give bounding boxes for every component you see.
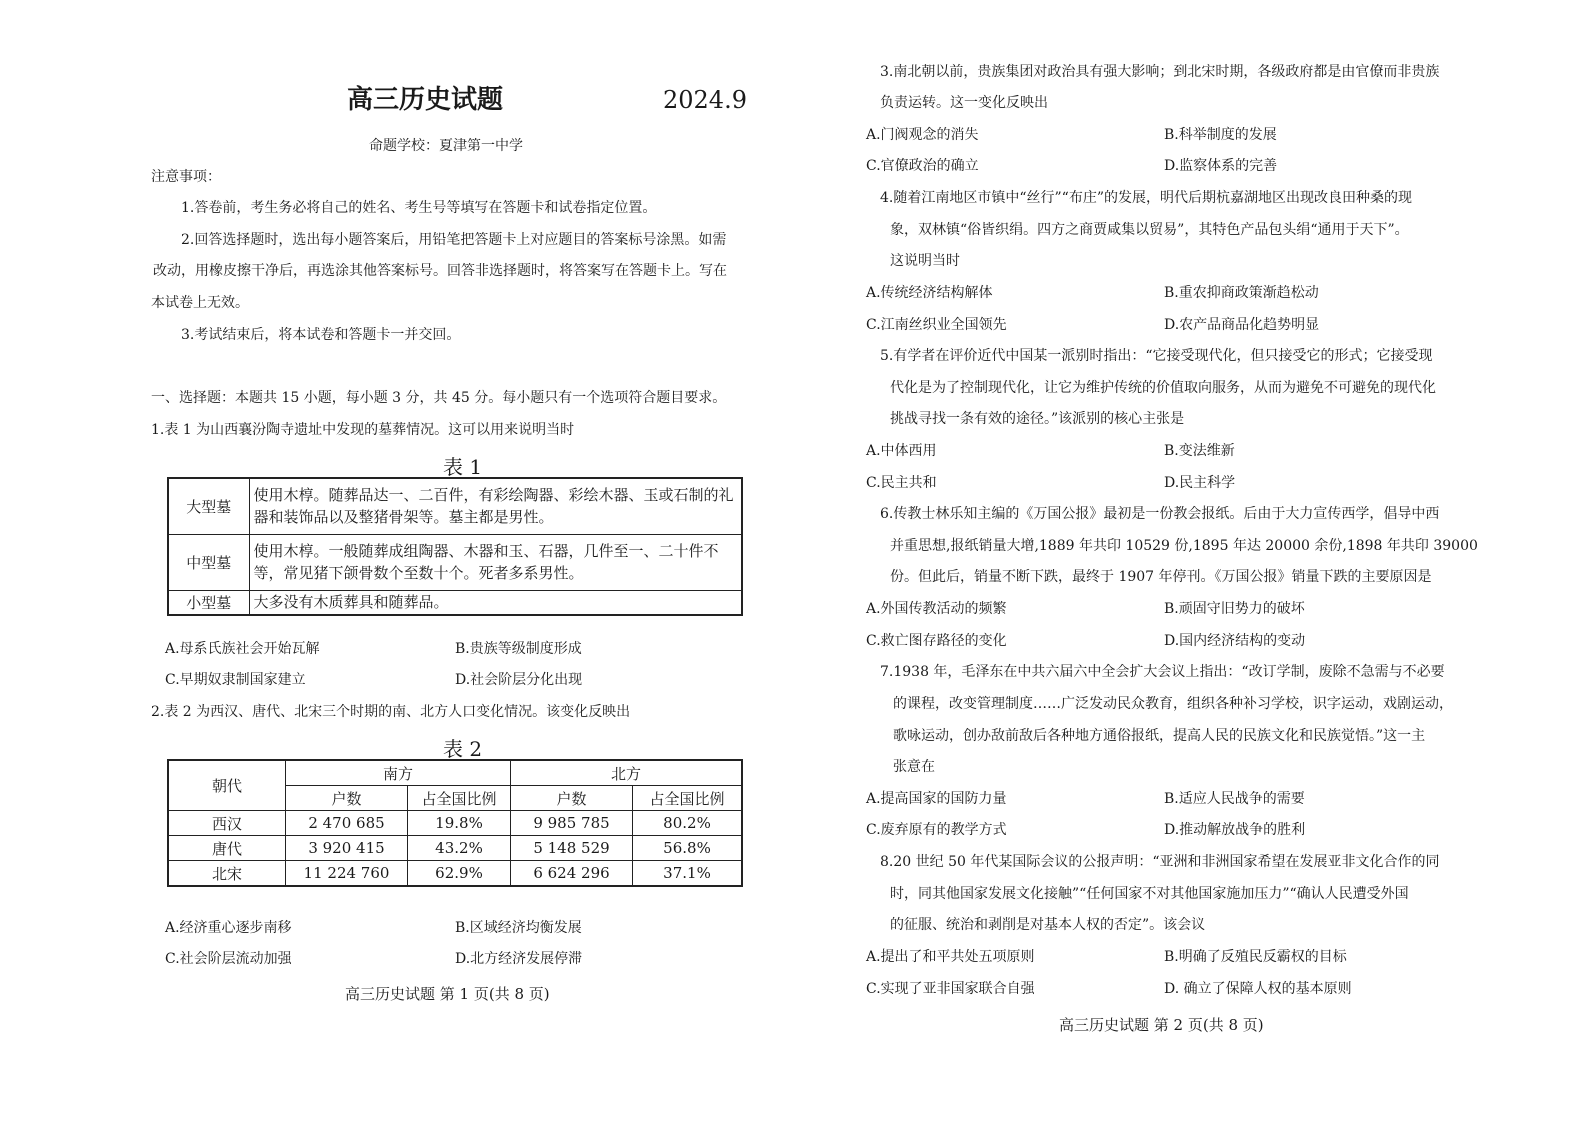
table-1-caption: 表 1	[443, 455, 483, 479]
q8-stem-line-1: 8.20 世纪 50 年代某国际会议的公报声明：“亚洲和非洲国家希望在发展亚非文化合作的同	[880, 854, 1440, 870]
table-row	[168, 478, 742, 534]
table-header-north-households: 户数	[511, 786, 633, 811]
table-cell: 56.8%	[633, 836, 743, 861]
table-2-caption: 表 2	[443, 737, 483, 761]
table-cell: 北宋	[168, 861, 286, 887]
q2-stem: 2.表 2 为西汉、唐代、北宋三个时期的南、北方人口变化情况。该变化反映出	[151, 704, 631, 720]
table-cell: 2 470 685	[286, 811, 408, 836]
q5-option-d[interactable]: D.民主科学	[1164, 475, 1236, 491]
table-cell: 80.2%	[633, 811, 743, 836]
notice-item-3: 3.考试结束后，将本试卷和答题卡一并交回。	[181, 327, 461, 343]
notice-item-1: 1.答卷前，考生务必将自己的姓名、考生号等填写在答题卡和试卷指定位置。	[181, 200, 657, 216]
q6-stem-line-1: 6.传教士林乐知主编的《万国公报》最初是一份教会报纸。后由于大力宣传西学，倡导中西	[880, 506, 1440, 522]
q6-stem-line-3: 份。但此后，销量不断下跌，最终于 1907 年停刊。《万国公报》销量下跌的主要原因是	[890, 569, 1432, 585]
table-row	[168, 590, 742, 615]
q3-option-a[interactable]: A.门阀观念的消失	[866, 127, 979, 143]
q5-stem-line-1: 5.有学者在评价近代中国某一派别时指出：“它接受现代化，但只接受它的形式；它接受现	[880, 348, 1433, 364]
table-cell: 43.2%	[408, 836, 511, 861]
table-cell: 唐代	[168, 836, 286, 861]
q2-option-d[interactable]: D.北方经济发展停滞	[455, 951, 583, 967]
q8-option-d[interactable]: D. 确立了保障人权的基本原则	[1164, 981, 1352, 997]
table-cell-label: 大型墓	[168, 478, 249, 534]
q6-option-c[interactable]: C.救亡图存路径的变化	[866, 633, 1007, 649]
q4-stem-line-3: 这说明当时	[890, 253, 960, 269]
q7-stem-line-4: 张意在	[893, 759, 935, 775]
table-header-south-households: 户数	[286, 786, 408, 811]
q2-option-b[interactable]: B.区域经济均衡发展	[455, 920, 582, 936]
table-header-dynasty: 朝代	[168, 760, 286, 811]
q1-option-d[interactable]: D.社会阶层分化出现	[455, 672, 583, 688]
q1-option-c[interactable]: C.早期奴隶制国家建立	[165, 672, 306, 688]
q2-option-c[interactable]: C.社会阶层流动加强	[165, 951, 292, 967]
q5-option-b[interactable]: B.变法维新	[1164, 443, 1235, 459]
table-cell: 9 985 785	[511, 811, 633, 836]
q2-option-a[interactable]: A.经济重心逐步南移	[165, 920, 292, 936]
notice-item-2-cont: 改动，用橡皮擦干净后，再选涂其他答案标号。回答非选择题时，将答案写在答题卡上。写在	[153, 263, 727, 279]
table-2	[167, 759, 743, 887]
q1-stem: 1.表 1 为山西襄汾陶寺遗址中发现的墓葬情况。这可以用来说明当时	[151, 422, 575, 438]
q7-option-a[interactable]: A.提高国家的国防力量	[866, 791, 1007, 807]
section-heading: 一、选择题：本题共 15 小题，每小题 3 分，共 45 分。每小题只有一个选项符合题目要求。	[151, 390, 727, 406]
table-header-north-ratio: 占全国比例	[633, 786, 743, 811]
table-cell-text: 使用木椁。一般随葬成组陶器、木器和玉、石器，几件至一、二十件不等，常见猪下颌骨数个至数十个。死者多系男性。	[249, 534, 742, 590]
table-row	[168, 836, 742, 861]
table-cell: 37.1%	[633, 861, 743, 887]
exam-date: 2024.9	[663, 86, 747, 114]
q1-option-b[interactable]: B.贵族等级制度形成	[455, 641, 582, 657]
q4-stem-line-1: 4.随着江南地区市镇中“丝行”“布庄”的发展，明代后期杭嘉湖地区出现改良田种桑的现	[880, 190, 1412, 206]
q6-option-d[interactable]: D.国内经济结构的变动	[1164, 633, 1306, 649]
q7-option-b[interactable]: B.适应人民战争的需要	[1164, 791, 1305, 807]
table-1	[167, 477, 743, 616]
table-cell-label: 中型墓	[168, 534, 249, 590]
table-row	[168, 861, 742, 887]
q6-option-a[interactable]: A.外国传教活动的频繁	[866, 601, 1007, 617]
q4-option-a[interactable]: A.传统经济结构解体	[866, 285, 993, 301]
q3-option-b[interactable]: B.科举制度的发展	[1164, 127, 1277, 143]
table-cell: 11 224 760	[286, 861, 408, 887]
q7-stem-line-1: 7.1938 年，毛泽东在中共六届六中全会扩大会议上指出：“改订学制，废除不急需与不必要	[880, 664, 1445, 680]
table-cell-text: 大多没有木质葬具和随葬品。	[249, 590, 742, 615]
q8-option-b[interactable]: B.明确了反殖民反霸权的目标	[1164, 949, 1347, 965]
q4-option-c[interactable]: C.江南丝织业全国领先	[866, 317, 1007, 333]
table-header-north: 北方	[511, 760, 743, 786]
page-1-footer: 高三历史试题 第 1 页(共 8 页)	[345, 985, 550, 1003]
notice-heading: 注意事项：	[151, 169, 221, 185]
q8-option-a[interactable]: A.提出了和平共处五项原则	[866, 949, 1035, 965]
table-row	[168, 811, 742, 836]
notice-item-2-end: 本试卷上无效。	[151, 295, 249, 311]
q6-stem-line-2: 并重思想,报纸销量大增,1889 年共印 10529 份,1895 年达 20000 余份,1898 年共印 39000	[890, 538, 1478, 554]
q7-option-d[interactable]: D.推动解放战争的胜利	[1164, 822, 1306, 838]
q6-option-b[interactable]: B.顽固守旧势力的破坏	[1164, 601, 1305, 617]
table-header-row	[168, 760, 742, 786]
q7-stem-line-3: 歌咏运动，创办敌前敌后各种地方通俗报纸，提高人民的民族文化和民族觉悟。”这一主	[893, 728, 1426, 744]
q8-option-c[interactable]: C.实现了亚非国家联合自强	[866, 981, 1035, 997]
page-2-footer: 高三历史试题 第 2 页(共 8 页)	[1059, 1016, 1264, 1034]
q5-option-a[interactable]: A.中体西用	[866, 443, 937, 459]
table-cell: 5 148 529	[511, 836, 633, 861]
q3-option-d[interactable]: D.监察体系的完善	[1164, 158, 1278, 174]
q5-stem-line-2: 代化是为了控制现代化，让它为维护传统的价值取向服务，从而为避免不可避免的现代化	[890, 380, 1436, 396]
table-cell: 62.9%	[408, 861, 511, 887]
q4-option-b[interactable]: B.重农抑商政策渐趋松动	[1164, 285, 1319, 301]
table-cell: 19.8%	[408, 811, 511, 836]
table-header-south-ratio: 占全国比例	[408, 786, 511, 811]
q5-stem-line-3: 挑战寻找一条有效的途径。”该派别的核心主张是	[890, 411, 1185, 427]
q3-option-c[interactable]: C.官僚政治的确立	[866, 158, 979, 174]
table-cell: 6 624 296	[511, 861, 633, 887]
exam-title: 高三历史试题	[347, 85, 504, 115]
q7-option-c[interactable]: C.废弃原有的教学方式	[866, 822, 1007, 838]
q4-option-d[interactable]: D.农产品商品化趋势明显	[1164, 317, 1320, 333]
exam-school: 命题学校：夏津第一中学	[369, 138, 523, 154]
table-cell: 3 920 415	[286, 836, 408, 861]
notice-item-2: 2.回答选择题时，选出每小题答案后，用铅笔把答题卡上对应题目的答案标号涂黑。如需	[181, 232, 727, 248]
table-cell: 西汉	[168, 811, 286, 836]
q8-stem-line-3: 的征服、统治和剥削是对基本人权的否定”。该会议	[890, 917, 1206, 933]
table-row	[168, 534, 742, 590]
q4-stem-line-2: 象，双林镇“俗皆织绢。四方之商贾咸集以贸易”，其特色产品包头绢“通用于天下”。	[890, 222, 1409, 238]
q3-stem-line-1: 3.南北朝以前，贵族集团对政治具有强大影响；到北宋时期，各级政府都是由官僚而非贵族	[880, 64, 1440, 80]
q3-stem-line-2: 负责运转。这一变化反映出	[880, 95, 1048, 111]
q7-stem-line-2: 的课程，改变管理制度……广泛发动民众教育，组织各种补习学校，识字运动，戏剧运动，	[893, 696, 1453, 712]
table-cell-label: 小型墓	[168, 590, 249, 615]
table-header-south: 南方	[286, 760, 511, 786]
q5-option-c[interactable]: C.民主共和	[866, 475, 937, 491]
q8-stem-line-2: 时，同其他国家发展文化接触”“任何国家不对其他国家施加压力”“确认人民遭受外国	[890, 886, 1409, 902]
table-cell-text: 使用木椁。随葬品达一、二百件，有彩绘陶器、彩绘木器、玉或石制的礼器和装饰品以及整猪骨架等。墓主都是男性。	[249, 478, 742, 534]
q1-option-a[interactable]: A.母系氏族社会开始瓦解	[165, 641, 320, 657]
